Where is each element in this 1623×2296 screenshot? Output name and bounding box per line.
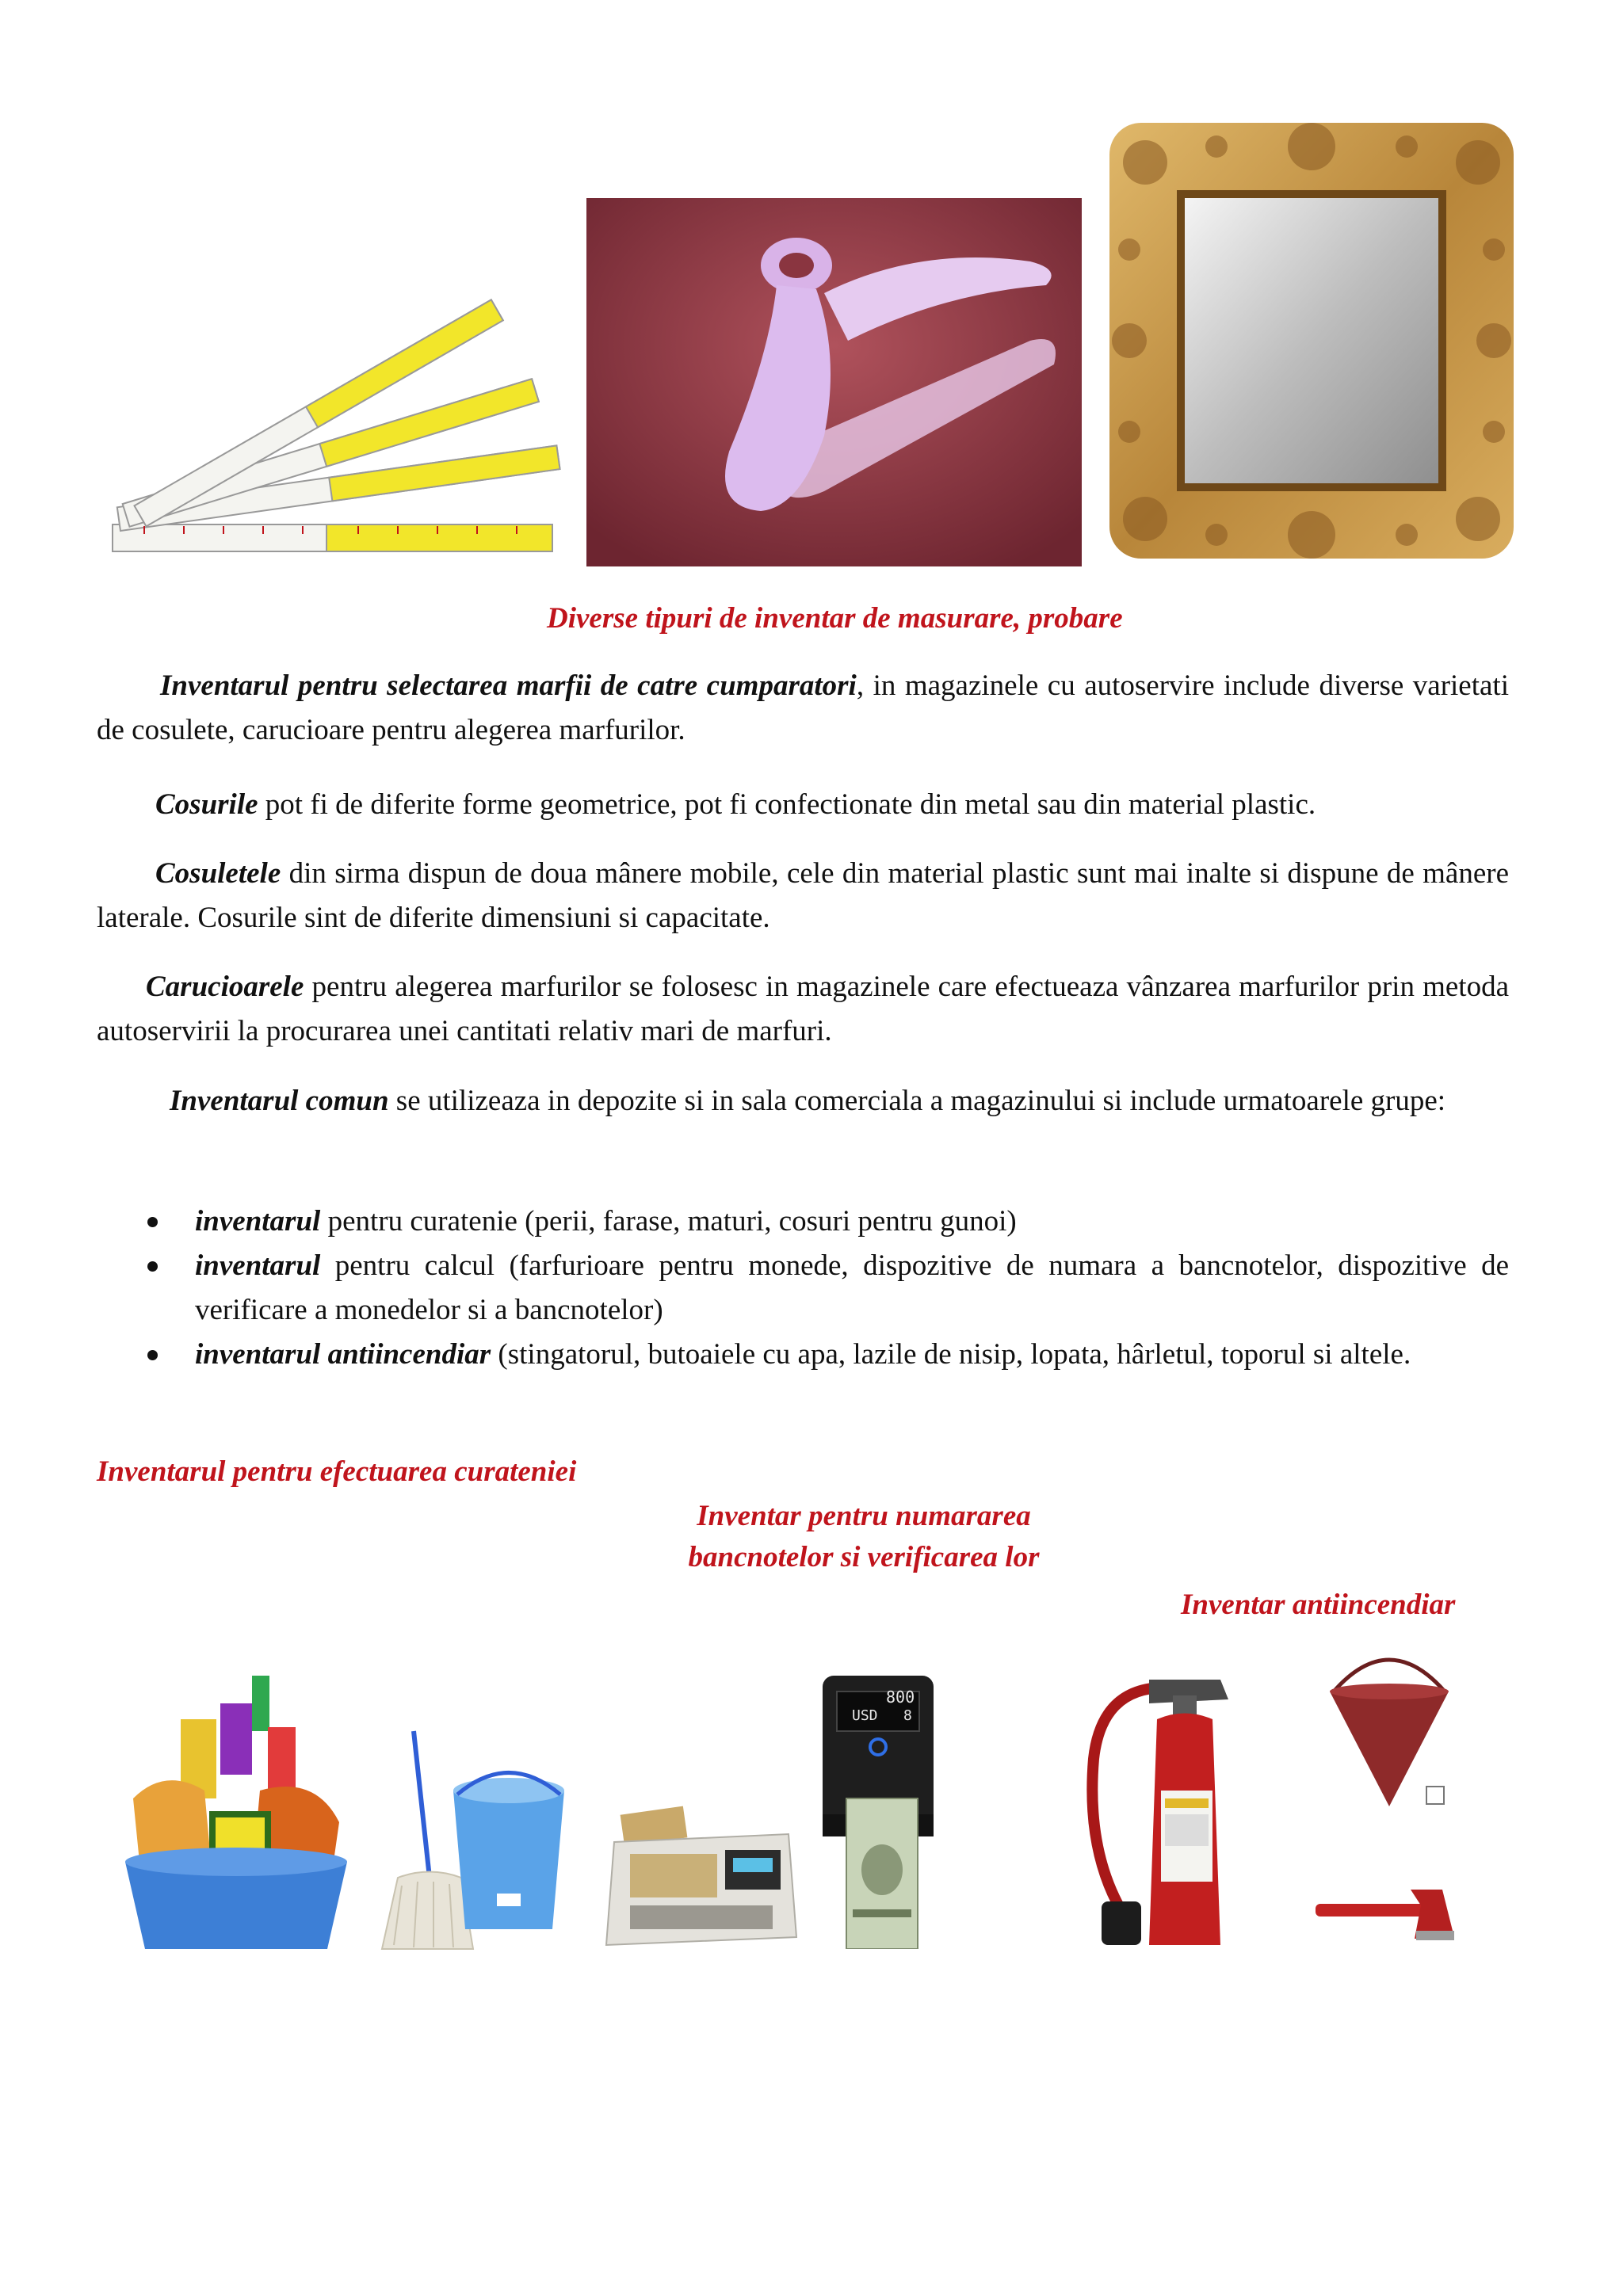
detector-display-label: USD xyxy=(852,1707,878,1724)
paragraph-baskets: Cosurile pot fi de diferite forme geometrice, pot fi confectionate din metal sau din material plastic. xyxy=(155,788,1316,821)
fire-extinguisher-image xyxy=(1070,1664,1284,1953)
paragraph-selection-inventory: Inventarul pentru selectarea marfii de catre cumparatori, in magazinele cu autoservire include diverse varietati de cosulete, carucioare pentru alegerea marfurilor. xyxy=(97,669,1509,746)
paragraph-small-baskets: Cosuletele din sirma dispun de doua mânere mobile, cele din material plastic sunt mai inalte si dispune de mânere laterale. Cosurile sint de diferite dimensiuni si capacitate. xyxy=(97,857,1509,934)
fire-cone-bucket-image xyxy=(1322,1644,1457,1818)
caption-counting-line2: bancnotelor si verificarea lor xyxy=(688,1541,1040,1573)
banknote-detector-image xyxy=(815,1672,941,1949)
fire-axe-image xyxy=(1312,1882,1458,1953)
paragraph-carts: Carucioarele pentru alegerea marfurilor se folosesc in magazinele care efectueaza vânzarea marfurilor prin metoda autoservirii la procurarea unei cantitati relativ mari de marfuri. xyxy=(97,971,1509,1047)
shoehorn-image xyxy=(586,198,1082,566)
inventory-groups-list xyxy=(147,1199,1509,1377)
caption-measuring-inventory: Diverse tipuri de inventar de masurare, probare xyxy=(547,602,1123,635)
caption-cleaning-inventory: Inventarul pentru efectuarea curateniei xyxy=(97,1455,577,1488)
list-item: inventarul pentru calcul (farfurioare pentru monede, dispozitive de numara a bancnotelor, dispozitive de verificare a monedelor si a bancnotelor) xyxy=(147,1244,1509,1333)
caption-counting-line1: Inventar pentru numararea xyxy=(697,1500,1031,1532)
caption-counting-inventory xyxy=(618,1496,1109,1578)
ornate-mirror-image xyxy=(1098,115,1526,566)
paragraph-common-inventory: Inventarul comun se utilizeaza in depozite si in sala comerciala a magazinului si include urmatoarele grupe: xyxy=(170,1085,1446,1117)
list-item: inventarul pentru curatenie (perii, farase, maturi, cosuri pentru gunoi) xyxy=(147,1199,1509,1244)
banknote-counter-image xyxy=(598,1787,804,1953)
folding-ruler-image xyxy=(97,269,572,570)
cleaning-supplies-image xyxy=(117,1672,355,1953)
detector-display-value: 800 xyxy=(886,1688,915,1707)
detector-display-count: 8 xyxy=(903,1707,912,1724)
caption-fire-inventory: Inventar antiincendiar xyxy=(1181,1589,1456,1621)
mop-bucket-image xyxy=(366,1719,572,1953)
list-item: inventarul antiincendiar (stingatorul, butoaiele cu apa, lazile de nisip, lopata, hârletul, toporul si altele. xyxy=(147,1333,1509,1377)
